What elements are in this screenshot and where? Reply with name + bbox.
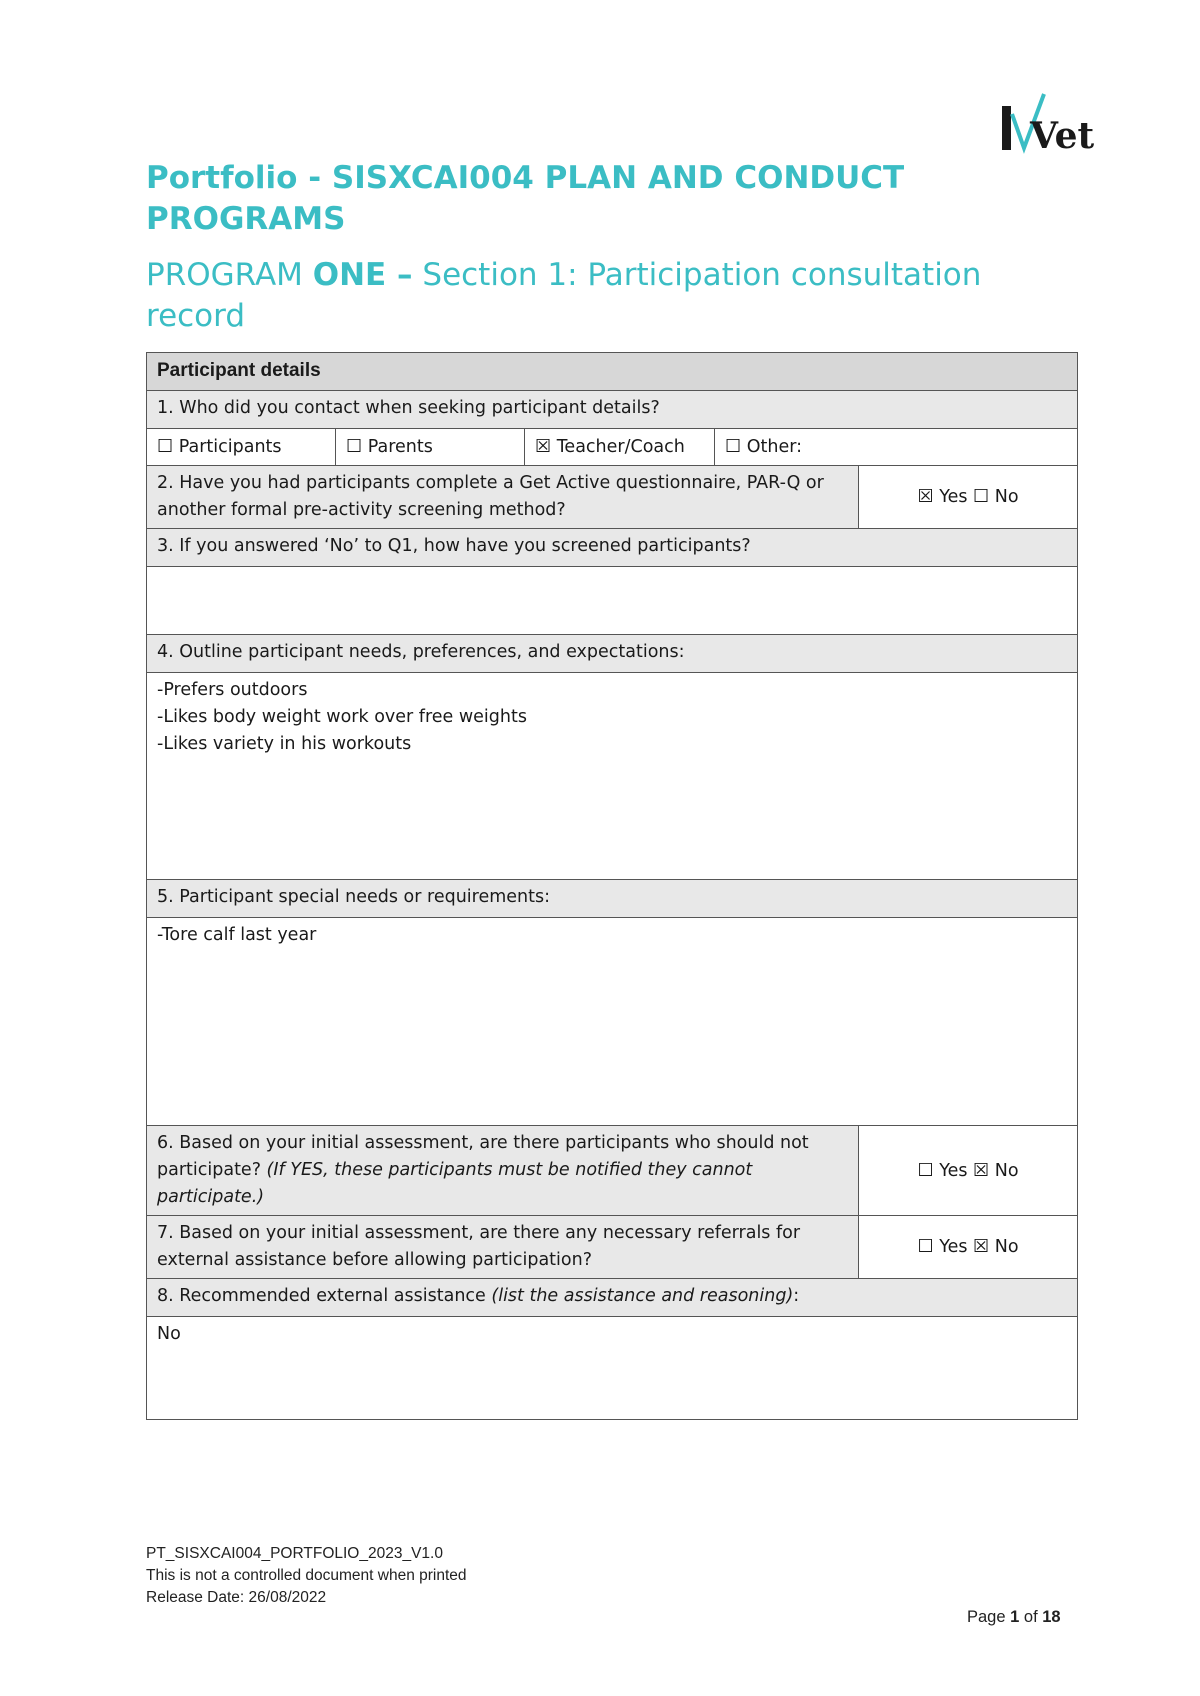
yes-label: Yes (939, 487, 968, 507)
q6-question: 6. Based on your initial assessment, are there participants who should not participate? (157, 1133, 809, 1180)
checkbox-icon[interactable]: ☐ (973, 486, 990, 507)
option-label: Teacher/Coach (556, 437, 685, 457)
checkbox-checked-icon[interactable]: ☒ (535, 436, 552, 457)
option-label: Other: (746, 437, 802, 457)
document-footer (146, 1543, 467, 1609)
q8-colon: : (793, 1286, 800, 1306)
q4-label: 4. Outline participant needs, preferences, and expectations: (147, 635, 1078, 673)
yes-label: Yes (939, 1160, 968, 1181)
page-of: of (1019, 1608, 1043, 1626)
q8-answer-field[interactable] (147, 1317, 1078, 1420)
ivet-logo-text: Vet (1030, 115, 1095, 157)
q1-option-participants[interactable] (147, 429, 336, 466)
answer-line: -Prefers outdoors (157, 680, 308, 700)
q3-answer-field[interactable] (147, 567, 1078, 635)
option-label: Parents (367, 437, 433, 457)
q5-label: 5. Participant special needs or requirements: (147, 880, 1078, 918)
ivet-logo-mark-icon (1000, 92, 1095, 157)
ivet-logo (1000, 92, 1095, 157)
document-code: PT_SISXCAI004_PORTFOLIO_2023_V1.0 (146, 1545, 443, 1562)
checkbox-checked-icon[interactable]: ☒ (973, 1236, 990, 1257)
checkbox-icon[interactable]: ☐ (917, 1159, 934, 1181)
q6-label (147, 1126, 859, 1216)
document-title: Portfolio - SISXCAI004 PLAN AND CONDUCT PROGRAMS (146, 160, 905, 237)
section-title (146, 255, 1046, 337)
q1-option-parents[interactable] (336, 429, 525, 466)
page-number (967, 1608, 1061, 1627)
q8-note: (list the assistance and reasoning) (491, 1286, 794, 1306)
q4-answer-field[interactable] (147, 673, 1078, 880)
answer-line: -Likes variety in his workouts (157, 734, 412, 754)
page-total: 18 (1042, 1608, 1061, 1626)
q6-yes-no[interactable] (859, 1126, 1078, 1216)
participant-details-table (146, 352, 1078, 1420)
q6-note: (If YES, these participants must be notified they cannot participate.) (157, 1160, 753, 1207)
q8-label (147, 1279, 1078, 1317)
section-title-rest: Section 1: Participation consultation record (146, 257, 982, 334)
section-title-bold: ONE – (312, 257, 413, 293)
q7-yes-no[interactable] (859, 1216, 1078, 1279)
no-label: No (994, 1160, 1019, 1181)
checkbox-icon[interactable]: ☐ (917, 1236, 934, 1257)
yes-label: Yes (939, 1237, 968, 1257)
checkbox-checked-icon[interactable]: ☒ (917, 486, 934, 507)
q1-option-other[interactable] (715, 429, 1078, 466)
answer-line: -Tore calf last year (157, 925, 317, 945)
page-current: 1 (1010, 1608, 1020, 1626)
checkbox-icon[interactable]: ☐ (346, 436, 363, 457)
answer-line: -Likes body weight work over free weights (157, 707, 527, 727)
q1-label: 1. Who did you contact when seeking participant details? (147, 391, 1078, 429)
release-date: Release Date: 26/08/2022 (146, 1589, 327, 1606)
option-label: Participants (178, 437, 282, 457)
q1-option-teacher-coach[interactable] (525, 429, 715, 466)
table-header: Participant details (147, 353, 1078, 391)
no-label: No (994, 1237, 1019, 1257)
q3-label: 3. If you answered ‘No’ to Q1, how have you screened participants? (147, 529, 1078, 567)
q7-label: 7. Based on your initial assessment, are there any necessary referrals for external assistance before allowing participation? (147, 1216, 859, 1279)
checkbox-icon[interactable]: ☐ (725, 436, 742, 457)
q8-question: 8. Recommended external assistance (157, 1286, 492, 1306)
no-label: No (994, 487, 1019, 507)
section-title-prefix: PROGRAM (146, 257, 313, 293)
checkbox-checked-icon[interactable]: ☒ (973, 1159, 990, 1181)
q2-label: 2. Have you had participants complete a Get Active questionnaire, PAR-Q or another formal pre-activity screening method? (147, 466, 859, 529)
control-notice: This is not a controlled document when printed (146, 1567, 467, 1584)
answer-line: No (157, 1324, 181, 1344)
q5-answer-field[interactable] (147, 918, 1078, 1126)
q2-yes-no[interactable] (859, 466, 1078, 529)
page-prefix: Page (967, 1608, 1011, 1626)
checkbox-icon[interactable]: ☐ (157, 436, 174, 457)
